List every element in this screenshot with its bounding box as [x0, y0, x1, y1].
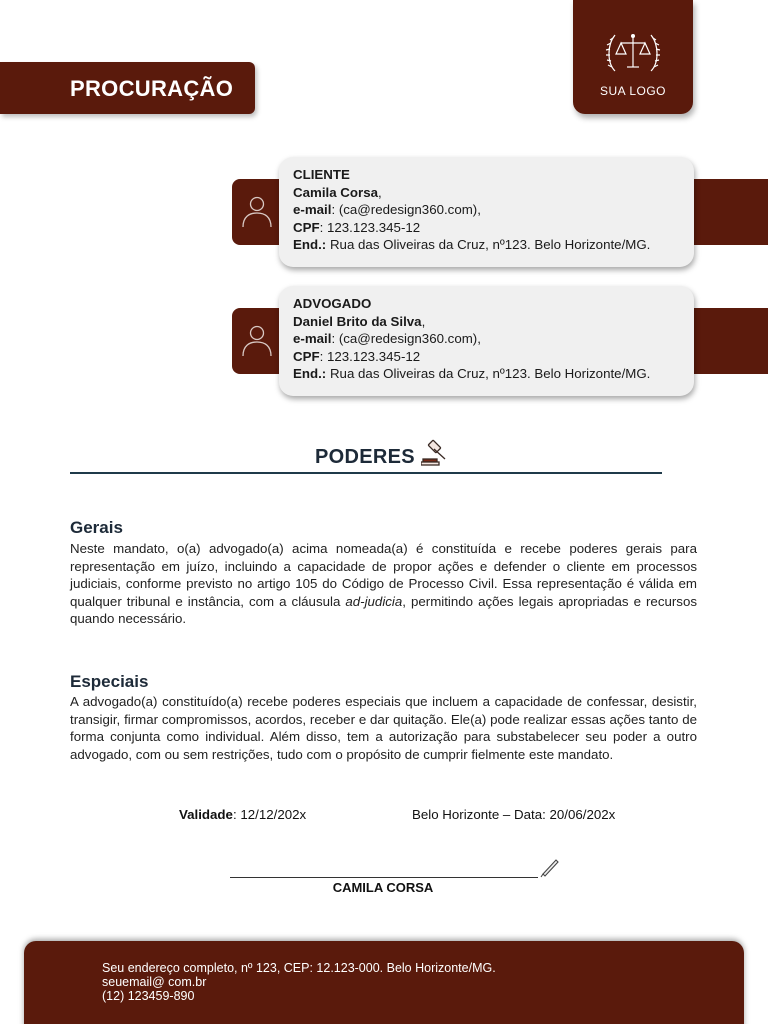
advogado-cpf-line: CPF: 123.123.345-12 [293, 348, 421, 364]
cliente-avatar-box [232, 179, 286, 245]
footer-phone: (12) 123459-890 [102, 989, 195, 1004]
advogado-name-line: Daniel Brito da Silva, [293, 313, 426, 329]
advogado-cpf: : 123.123.345-12 [319, 348, 421, 364]
cliente-email: : (ca@redesign360.com), [331, 202, 481, 218]
logo-text: SUA LOGO [599, 84, 667, 98]
logo-box [573, 0, 693, 114]
advogado-name: Daniel Brito da Silva [293, 313, 422, 329]
cliente-cpf: : 123.123.345-12 [319, 219, 421, 235]
advogado-heading: ADVOGADO [293, 296, 372, 311]
especiais-title: Especiais [70, 672, 149, 691]
user-icon [240, 195, 274, 229]
gerais-title: Gerais [70, 518, 123, 537]
place-date: Belo Horizonte – Data: 20/06/202x [412, 807, 616, 822]
footer-contact [102, 961, 496, 1004]
poderes-title: PODERES [315, 446, 415, 468]
especiais-paragraph: A advogado(a) constituído(a) recebe poderes especiais que incluem a capacidade de confessar, desistir, transigir, firmar compromissos, acordos, receber e dar quitação. Ele(a) pode realizar essas ações tanto de forma conjunta como individual. Além disso, tem a autorização para substabelecer seu poder a outro advogado, com ou sem restrições, tudo com o propósito de cumprir fielmente este mandato. [70, 694, 697, 762]
cliente-heading: CLIENTE [293, 167, 350, 182]
cliente-card [279, 157, 694, 267]
poderes-section-header [70, 438, 662, 474]
advogado-avatar-box [232, 308, 286, 374]
cliente-email-line: e-mail: (ca@redesign360.com), [293, 202, 481, 218]
scales-of-justice-icon [603, 27, 663, 79]
gavel-icon [421, 439, 449, 467]
cliente-cpf-line: CPF: 123.123.345-12 [293, 219, 421, 235]
footer [24, 941, 744, 1024]
signature-line [230, 877, 538, 878]
advogado-email-line: e-mail: (ca@redesign360.com), [293, 331, 481, 347]
gerais-clause: ad-judicia [345, 593, 403, 609]
validity-date: : 12/12/202x [232, 807, 307, 822]
advogado-card [279, 286, 694, 396]
validity-line: Validade: 12/12/202x [179, 807, 307, 822]
document-title: PROCURAÇÃO [70, 76, 234, 101]
cliente-address: Rua das Oliveiras da Cruz, nº123. Belo Horizonte/MG. [326, 237, 651, 253]
footer-address: Seu endereço completo, nº 123, CEP: 12.123-000. Belo Horizonte/MG. [102, 961, 496, 975]
advogado-address-line: End.: Rua das Oliveiras da Cruz, nº123. Belo Horizonte/MG. [293, 366, 651, 382]
cliente-address-line: End.: Rua das Oliveiras da Cruz, nº123. Belo Horizonte/MG. [293, 237, 651, 253]
advogado-address: Rua das Oliveiras da Cruz, nº123. Belo Horizonte/MG. [326, 366, 651, 382]
user-icon [240, 324, 274, 358]
pen-icon [539, 856, 561, 878]
cliente-name-line: Camila Corsa, [293, 184, 382, 200]
cliente-name: Camila Corsa [293, 184, 378, 200]
title-banner [0, 62, 255, 114]
signer-name: CAMILA CORSA [332, 880, 434, 895]
gerais-paragraph: Neste mandato, o(a) advogado(a) acima nomeada(a) é constituída e recebe poderes gerais para representação em juízo, incluindo a capacidade de propor ações e defender o cliente em processos judiciais, conforme previsto no artigo 105 do Código de Processo Civil. Essa representação é válida em qualquer tribunal e instância, com a cláusula ad-judicia, permitindo ações legais apropriadas e recursos quando necessário. [70, 541, 697, 627]
advogado-email: : (ca@redesign360.com), [331, 331, 481, 347]
footer-email[interactable]: seuemail@ com.br [102, 975, 207, 990]
